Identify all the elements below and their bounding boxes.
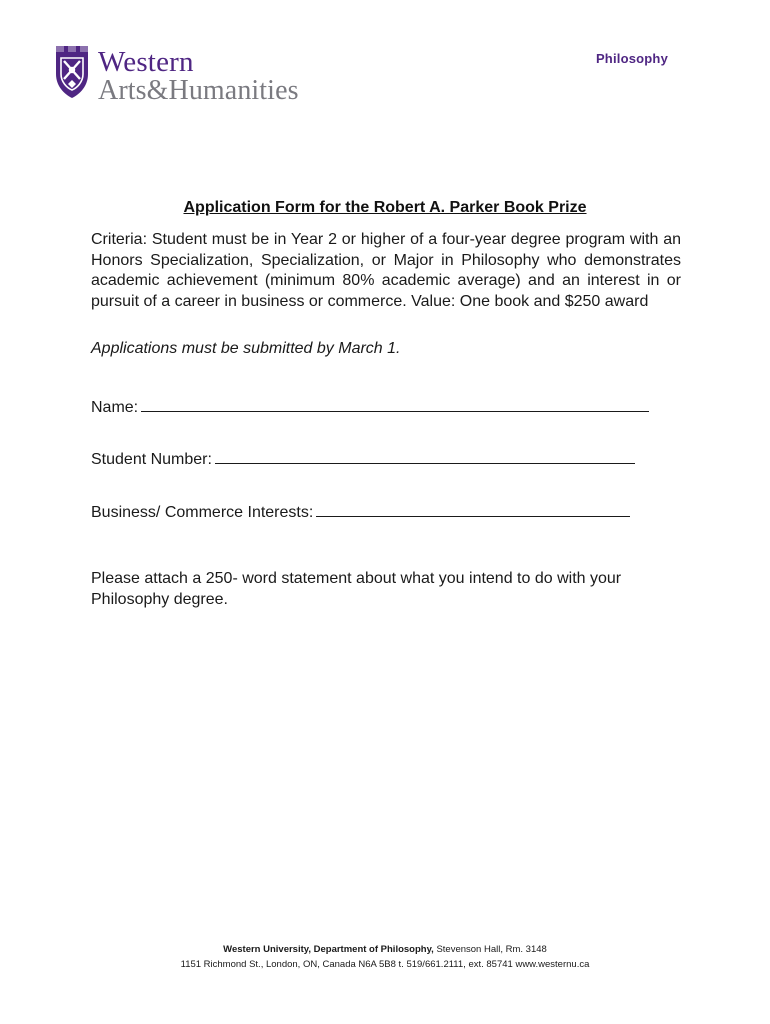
business-interests-label: Business/ Commerce Interests:	[91, 504, 314, 521]
department-name: Philosophy	[595, 51, 668, 66]
logo-faculty-text: Arts&Humanities	[98, 75, 299, 106]
criteria-paragraph: Criteria: Student must be in Year 2 or higher of a four-year degree program with an Honors Specialization, Specialization, or Major in Philosophy who demonstrates academic achievement (minimum 80% academic average) and an interest in or pursuit of a career in business or commerce. Value: One book and $250 award	[91, 231, 681, 310]
student-number-input-line[interactable]	[215, 450, 635, 464]
business-interests-field[interactable]	[91, 503, 630, 522]
business-interests-input-line[interactable]	[316, 503, 630, 517]
footer-address: 1151 Richmond St., London, ON, Canada N6A 5B8 t. 519/661.2111, ext. 85741 www.westernu.ca	[180, 959, 590, 970]
student-number-label: Student Number:	[91, 451, 212, 468]
western-arts-humanities-logo	[52, 44, 299, 105]
name-input-line[interactable]	[141, 398, 649, 412]
form-title: Application Form for the Robert A. Parker Book Prize	[183, 199, 587, 216]
footer-location: Stevenson Hall, Rm. 3148	[436, 944, 547, 955]
name-label: Name:	[91, 399, 139, 416]
statement-instruction: Please attach a 250- word statement about what you intend to do with your Philosophy degree.	[91, 570, 622, 608]
footer-org: Western University, Department of Philosophy,	[223, 944, 434, 955]
footer-line1	[0, 942, 770, 957]
deadline-note: Applications must be submitted by March 1.	[91, 340, 401, 357]
logo-western-text: Western	[98, 46, 194, 78]
footer	[0, 942, 770, 972]
student-number-field[interactable]	[91, 450, 635, 469]
name-field[interactable]	[91, 398, 649, 417]
crest-icon	[52, 44, 92, 100]
